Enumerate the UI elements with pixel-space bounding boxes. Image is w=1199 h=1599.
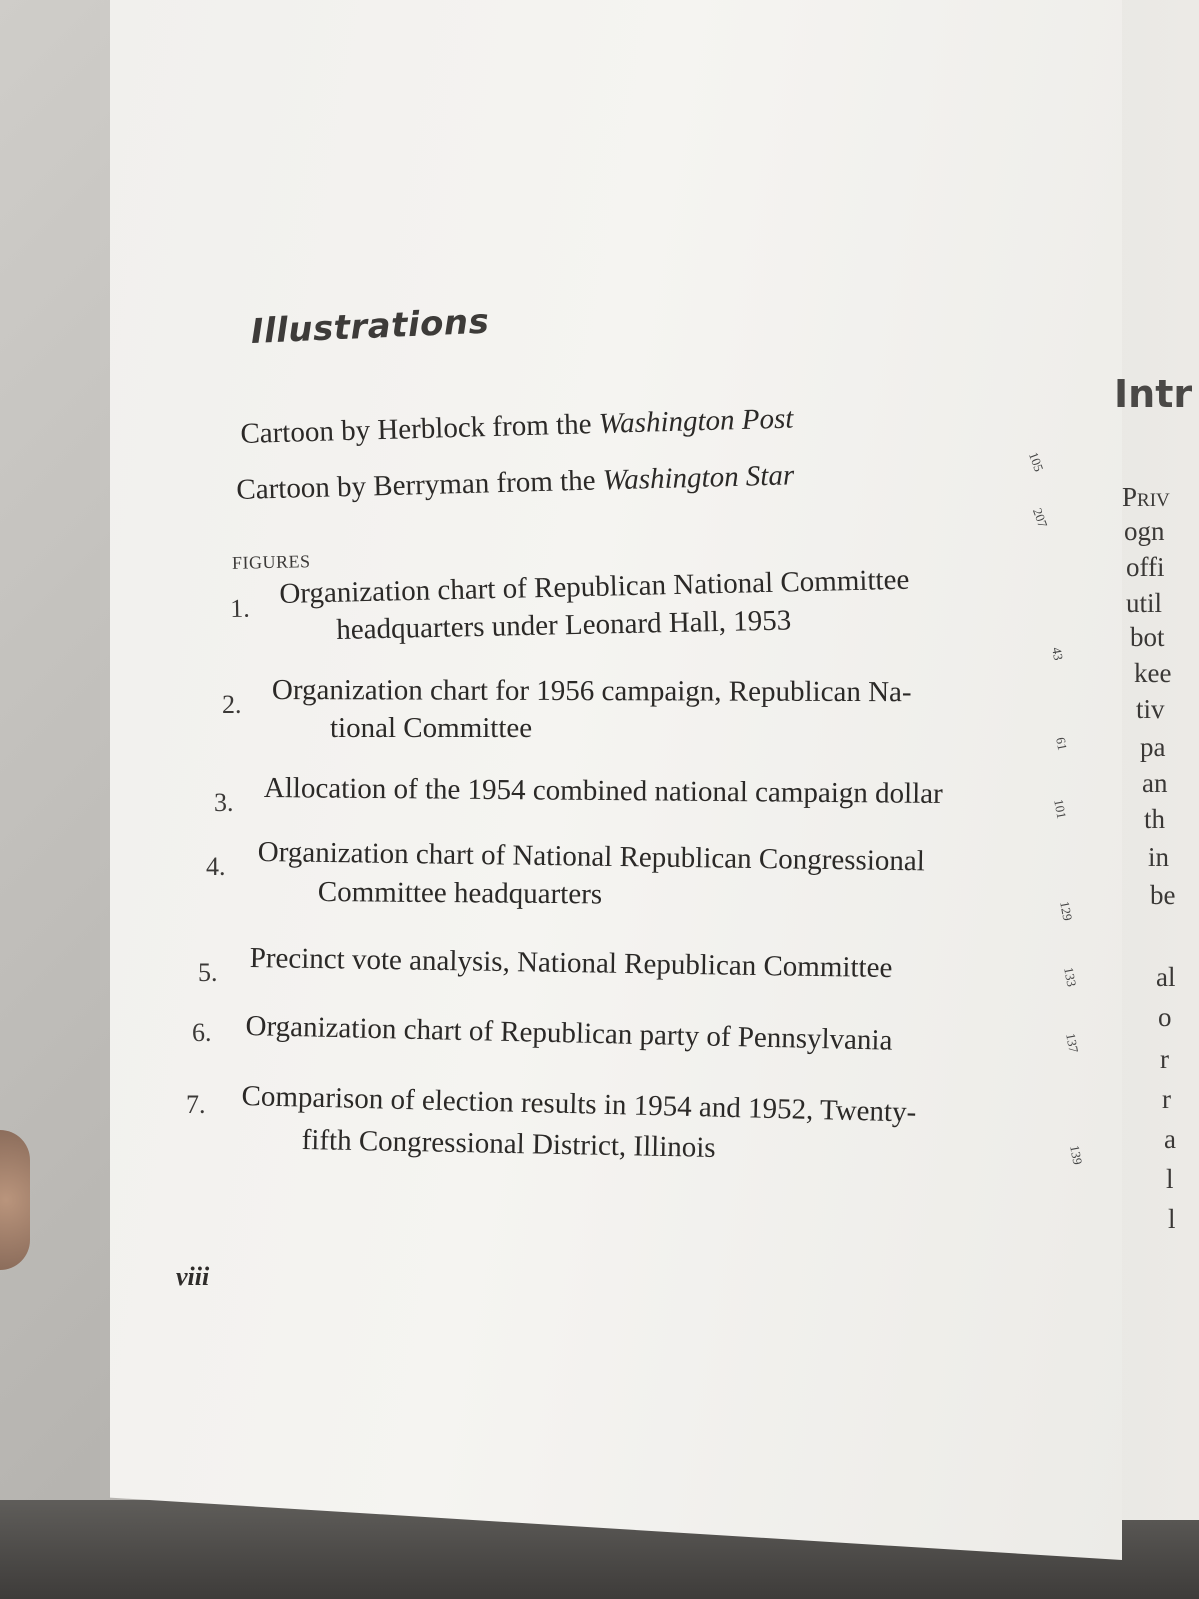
cartoon-entry-1	[240, 403, 794, 451]
facing-fragment: l	[1166, 1164, 1174, 1194]
figure-line: Organization chart of Republican National Committee	[279, 563, 910, 610]
figure-line: Organization chart of Republican party of Pennsylvania	[245, 1010, 893, 1057]
facing-fragment: o	[1158, 1002, 1172, 1032]
folio: viii	[176, 1262, 210, 1291]
page-number: 137	[1063, 1032, 1082, 1054]
facing-fragment: tiv	[1136, 694, 1165, 724]
page-number: 101	[1051, 798, 1070, 820]
figure-line: fifth Congressional District, Illinois	[301, 1124, 716, 1164]
figure-number: 6.	[192, 1018, 212, 1047]
figure-line: tional Committee	[330, 712, 533, 744]
facing-fragment: al	[1156, 962, 1176, 992]
page-number: 61	[1053, 736, 1071, 752]
cartoon-source: Washington Post	[598, 402, 794, 440]
facing-fragment: a	[1164, 1124, 1176, 1154]
page-number: 207	[1029, 506, 1051, 530]
figure-line: Comparison of election results in 1954 and 1952, Twenty-	[241, 1080, 917, 1129]
facing-fragment: offi	[1126, 552, 1165, 582]
figure-line: headquarters under Leonard Hall, 1953	[336, 604, 792, 646]
page-number: 133	[1061, 966, 1080, 988]
figure-line: Organization chart of National Republican Congressional	[257, 836, 926, 878]
page-number: 43	[1049, 646, 1067, 662]
facing-fragment: bot	[1130, 622, 1165, 652]
cartoon-entry-text: Cartoon by Herblock from the	[240, 407, 600, 450]
figure-number: 3.	[214, 788, 234, 817]
facing-fragment: Priv	[1122, 482, 1170, 512]
facing-fragment: be	[1150, 880, 1176, 910]
facing-fragment: pa	[1140, 732, 1166, 762]
facing-fragment: ogn	[1124, 516, 1165, 546]
figure-number: 7.	[186, 1090, 206, 1119]
page-number: 105	[1025, 450, 1047, 474]
facing-fragment: r	[1162, 1084, 1171, 1114]
facing-fragment: th	[1144, 804, 1166, 834]
page-title: Illustrations	[250, 301, 491, 352]
facing-fragment: in	[1148, 842, 1170, 872]
figure-line: Allocation of the 1954 combined national campaign dollar	[263, 772, 943, 810]
figure-number: 4.	[206, 852, 226, 881]
facing-fragment: kee	[1134, 658, 1172, 688]
facing-fragment: r	[1160, 1044, 1169, 1074]
figure-number: 1.	[230, 593, 251, 623]
page-number: 129	[1057, 900, 1076, 922]
page-number: 139	[1067, 1144, 1086, 1166]
facing-fragment: util	[1126, 588, 1163, 618]
facing-page-heading: Intr	[1114, 372, 1193, 416]
figures-label: FIGURES	[231, 551, 311, 573]
facing-fragment: l	[1168, 1204, 1176, 1234]
figure-line: Organization chart for 1956 campaign, Republican Na-	[271, 674, 912, 709]
cartoon-entry-2	[236, 459, 795, 507]
cartoon-entry-text: Cartoon by Berryman from the	[236, 464, 604, 506]
figure-line: Committee headquarters	[317, 876, 603, 911]
figure-number: 2.	[222, 690, 242, 719]
cartoon-source: Washington Star	[602, 459, 795, 497]
facing-fragment: an	[1142, 768, 1168, 798]
figure-number: 5.	[198, 958, 218, 987]
figure-line: Precinct vote analysis, National Republican Committee	[249, 942, 893, 985]
